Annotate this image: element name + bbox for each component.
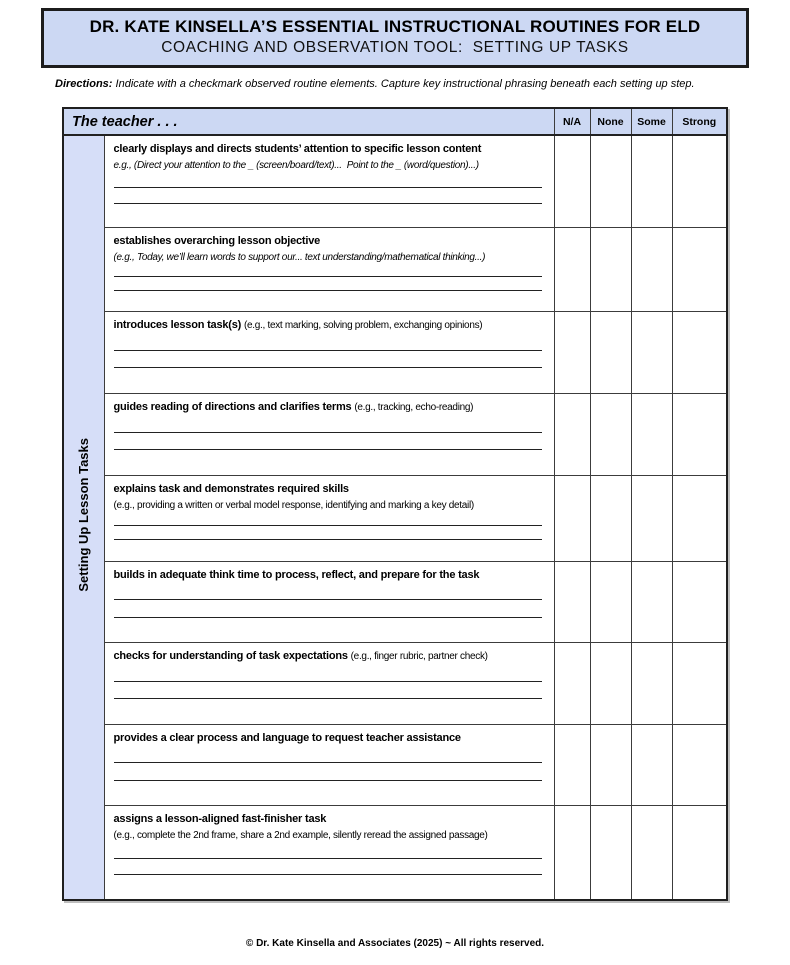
column-header-none: None (590, 108, 631, 135)
observation-table (62, 107, 728, 901)
step-title: introduces lesson task(s) (e.g., text marking, solving problem, exchanging opinions) (113, 319, 483, 331)
rating-cell-some[interactable] (631, 643, 672, 725)
step-title: explains task and demonstrates required skills (113, 483, 349, 495)
rating-cell-some[interactable] (631, 135, 672, 228)
step-cell (104, 725, 554, 806)
writing-line[interactable] (114, 367, 542, 368)
rating-cell-strong[interactable] (672, 135, 727, 228)
rating-cell-na[interactable] (554, 806, 590, 901)
rating-cell-na[interactable] (554, 643, 590, 725)
step-cell (104, 562, 554, 643)
title-box (41, 8, 749, 68)
step-example: (e.g., Today, we’ll learn words to support our... text understanding/mathematical thinking...) (113, 251, 486, 263)
rating-cell-none[interactable] (590, 643, 631, 725)
writing-line[interactable] (114, 780, 542, 781)
writing-line[interactable] (114, 276, 542, 277)
writing-line[interactable] (114, 539, 542, 540)
document-title: DR. KATE KINSELLA’S ESSENTIAL INSTRUCTIONAL ROUTINES FOR ELD (89, 17, 701, 36)
rating-cell-none[interactable] (590, 228, 631, 312)
step-example-inline: (e.g., finger rubric, partner check) (350, 651, 488, 662)
writing-line[interactable] (114, 858, 542, 859)
rating-cell-none[interactable] (590, 394, 631, 476)
writing-line[interactable] (114, 432, 542, 433)
rating-cell-strong[interactable] (672, 725, 727, 806)
rating-cell-strong[interactable] (672, 643, 727, 725)
rating-cell-some[interactable] (631, 725, 672, 806)
table-row (63, 725, 727, 806)
step-cell (104, 228, 554, 312)
side-label-cell (63, 135, 104, 900)
section-label: Setting Up Lesson Tasks (76, 438, 92, 592)
step-cell (104, 394, 554, 476)
writing-line[interactable] (114, 617, 542, 618)
step-title: provides a clear process and language to request teacher assistance (113, 732, 461, 744)
column-header-some: Some (631, 108, 672, 135)
table-row (63, 562, 727, 643)
rating-cell-strong[interactable] (672, 562, 727, 643)
step-example: e.g., (Direct your attention to the _ (screen/board/text)... Point to the _ (word/question)...) (113, 159, 479, 171)
rating-cell-na[interactable] (554, 562, 590, 643)
table-header-row (63, 108, 727, 135)
rating-cell-some[interactable] (631, 394, 672, 476)
rating-cell-na[interactable] (554, 476, 590, 562)
rating-cell-some[interactable] (631, 228, 672, 312)
writing-line[interactable] (114, 698, 542, 699)
rating-cell-strong[interactable] (672, 476, 727, 562)
writing-line[interactable] (114, 290, 542, 291)
writing-line[interactable] (114, 874, 542, 875)
table-row (63, 135, 727, 228)
copyright-notice: © Dr. Kate Kinsella and Associates (2025) ~ All rights reserved. (245, 938, 545, 949)
rating-cell-none[interactable] (590, 806, 631, 901)
teacher-header: The teacher . . . (63, 108, 554, 135)
table-row (63, 806, 727, 901)
writing-line[interactable] (114, 187, 542, 188)
table-row (63, 312, 727, 394)
rating-cell-none[interactable] (590, 476, 631, 562)
step-cell (104, 643, 554, 725)
rating-cell-na[interactable] (554, 228, 590, 312)
table-row (63, 394, 727, 476)
directions-body: Indicate with a checkmark observed routine elements. Capture key instructional phrasing beneath each setting up step. (115, 78, 695, 90)
rating-cell-some[interactable] (631, 806, 672, 901)
step-title: clearly displays and directs students’ attention to specific lesson content (113, 143, 482, 155)
step-cell (104, 312, 554, 394)
writing-line[interactable] (114, 203, 542, 204)
writing-line[interactable] (114, 599, 542, 600)
rating-cell-strong[interactable] (672, 394, 727, 476)
rating-cell-strong[interactable] (672, 312, 727, 394)
table-row (63, 476, 727, 562)
step-example-inline: (e.g., tracking, echo-reading) (354, 402, 474, 413)
writing-line[interactable] (114, 449, 542, 450)
step-title: establishes overarching lesson objective (113, 235, 321, 247)
directions-label: Directions: (55, 78, 113, 90)
rating-cell-na[interactable] (554, 312, 590, 394)
writing-line[interactable] (114, 525, 542, 526)
step-title: guides reading of directions and clarifies terms (e.g., tracking, echo-reading) (113, 401, 474, 413)
rating-cell-strong[interactable] (672, 228, 727, 312)
step-example-inline: (e.g., text marking, solving problem, exchanging opinions) (244, 320, 483, 331)
step-cell (104, 476, 554, 562)
writing-line[interactable] (114, 350, 542, 351)
rating-cell-none[interactable] (590, 312, 631, 394)
document-subtitle: COACHING AND OBSERVATION TOOL: SETTING UP TASKS (161, 39, 629, 56)
step-title: assigns a lesson-aligned fast-finisher task (113, 813, 327, 825)
rating-cell-na[interactable] (554, 394, 590, 476)
column-header-na: N/A (554, 108, 590, 135)
rating-cell-na[interactable] (554, 725, 590, 806)
table-row (63, 643, 727, 725)
rating-cell-none[interactable] (590, 725, 631, 806)
rating-cell-none[interactable] (590, 562, 631, 643)
rating-cell-strong[interactable] (672, 806, 727, 901)
step-title: builds in adequate think time to process, reflect, and prepare for the task (113, 569, 480, 581)
directions-text (55, 78, 755, 90)
step-title: checks for understanding of task expectations (e.g., finger rubric, partner check) (113, 650, 488, 662)
step-cell (104, 135, 554, 228)
rating-cell-some[interactable] (631, 312, 672, 394)
rating-cell-some[interactable] (631, 476, 672, 562)
step-example: (e.g., complete the 2nd frame, share a 2nd example, silently reread the assigned passage) (113, 829, 488, 841)
writing-line[interactable] (114, 681, 542, 682)
rating-cell-na[interactable] (554, 135, 590, 228)
step-cell (104, 806, 554, 901)
table-row (63, 228, 727, 312)
step-example: (e.g., providing a written or verbal model response, identifying and marking a key detail) (113, 499, 474, 511)
column-header-strong: Strong (672, 108, 727, 135)
rating-cell-some[interactable] (631, 562, 672, 643)
writing-line[interactable] (114, 762, 542, 763)
rating-cell-none[interactable] (590, 135, 631, 228)
